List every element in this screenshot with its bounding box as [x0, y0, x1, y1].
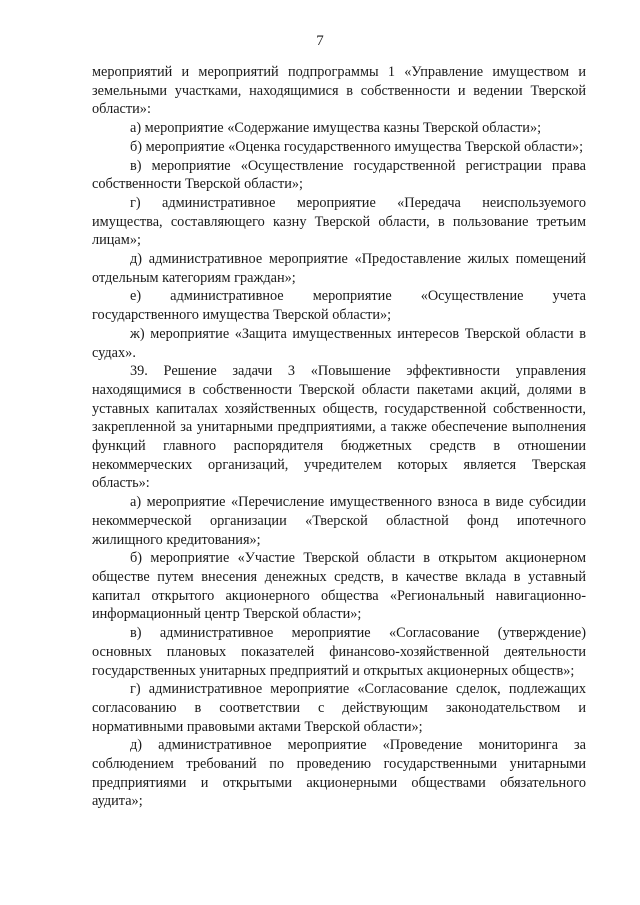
paragraph-39: 39. Решение задачи 3 «Повышение эффективности управления находящимися в собственности Тверской области пакетами акций, долями в уставных капиталах хозяйственных обществ, государственной собственности, закрепленной за унитарными предприятиями, а также обеспечение выполнения функций главного распорядителя бюджетных средств в отношении некоммерческих организаций, учредителем которых является Тверская область»: [92, 363, 586, 492]
paragraph-item-zh: ж) мероприятие «Защита имущественных интересов Тверской области в судах». [92, 325, 586, 361]
paragraph-item-g: г) административное мероприятие «Передача неиспользуемого имущества, составляющего казну Тверской области, в пользование третьим лицам»; [92, 194, 586, 249]
paragraph-intro: мероприятий и мероприятий подпрограммы 1 «Управление имуществом и земельными участками, находящимися в собственности и ведении Тверской области»: [92, 64, 586, 118]
paragraph-item-d: д) административное мероприятие «Предоставление жилых помещений отдельным категориям граждан»; [92, 251, 586, 286]
paragraph-item-v: в) мероприятие «Осуществление государственной регистрации права собственности Тверской области»; [92, 157, 586, 193]
document-body [92, 63, 586, 811]
paragraph-39-item-a: а) мероприятие «Перечисление имущественного взноса в виде субсидии некоммерческой организации «Тверской областной фонд ипотечного жилищного кредитования»; [92, 494, 586, 548]
paragraph-39-item-b: б) мероприятие «Участие Тверской области в открытом акционерном обществе путем внесения денежных средств, в качестве вклада в уставный капитал открытого акционерного общества «Региональный навигационно-информационный центр Тверской области»; [92, 550, 586, 623]
paragraph-item-b: б) мероприятие «Оценка государственного имущества Тверской области»; [130, 138, 584, 155]
page-number: 7 [316, 33, 324, 49]
paragraph-39-item-d: д) административное мероприятие «Проведение мониторинга за соблюдением требований по проведению государственными унитарными предприятиями и открытыми акционерными обществами обязательного аудита»; [92, 737, 586, 810]
paragraph-39-item-v: в) административное мероприятие «Согласование (утверждение) основных плановых показателей финансово-хозяйственной деятельности государственных унитарных предприятий и открытых акционерных обществ»; [92, 625, 586, 679]
paragraph-item-e: е) административное мероприятие «Осуществление учета государственного имущества Тверской области»; [92, 288, 586, 324]
paragraph-39-item-g: г) административное мероприятие «Согласование сделок, подлежащих согласованию в соответствии с действующим законодательством и нормативными правовыми актами Тверской области»; [92, 681, 586, 735]
paragraph-item-a: а) мероприятие «Содержание имущества казны Тверской области»; [130, 120, 542, 137]
